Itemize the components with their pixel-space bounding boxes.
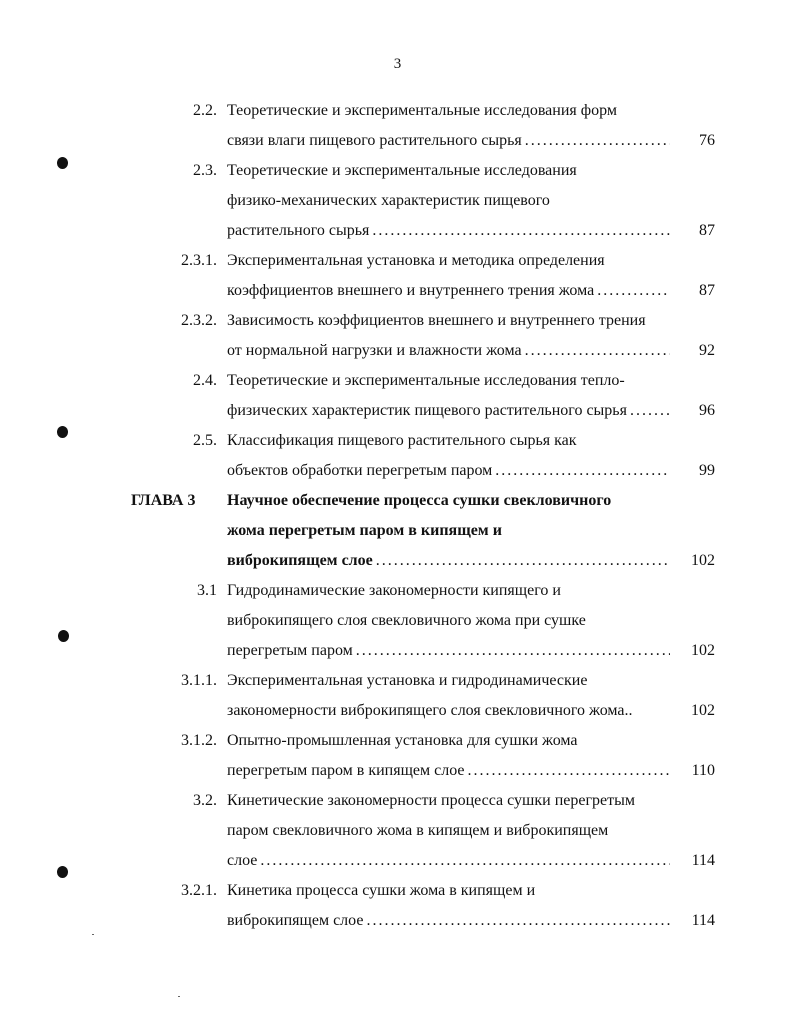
section-number: 2.2. <box>193 102 217 119</box>
binding-hole-mark <box>57 866 68 878</box>
toc-entry <box>0 96 795 156</box>
scan-speck <box>178 996 180 997</box>
leader-dots <box>373 552 670 569</box>
leader-dots <box>522 342 670 359</box>
page-ref: 76 <box>699 132 715 149</box>
page-ref: 87 <box>699 222 715 239</box>
section-title-line: физико-механических характеристик пищевого <box>227 192 550 209</box>
binding-hole-mark <box>57 426 68 438</box>
section-number: 2.4. <box>193 372 217 389</box>
section-title-line: виброкипящем слое <box>227 912 364 929</box>
page-ref: 87 <box>699 282 715 299</box>
section-title-line: Теоретические и экспериментальные исследования тепло- <box>227 372 625 389</box>
section-title-line: перегретым паром в кипящем слое <box>227 762 465 779</box>
section-title-line: Теоретические и экспериментальные исследования форм <box>227 102 618 119</box>
toc-entry <box>0 726 795 786</box>
section-number: 3.1.2. <box>181 732 217 749</box>
section-number: 3.1.1. <box>181 672 217 689</box>
page-ref: 114 <box>691 912 715 929</box>
section-title-line: коэффициентов внешнего и внутреннего трения жома <box>227 282 595 299</box>
section-title-line: Опытно-промышленная установка для сушки жома <box>227 732 578 749</box>
page-number: 3 <box>393 56 402 72</box>
leader-dots <box>465 762 670 779</box>
section-title-line: связи влаги пищевого растительного сырья <box>227 132 522 149</box>
toc-entry <box>0 876 795 936</box>
section-number: 2.3.2. <box>181 312 217 329</box>
chapter-label: ГЛАВА 3 <box>131 492 196 509</box>
section-title-line: от нормальной нагрузки и влажности жома <box>227 342 522 359</box>
section-number: 3.2.1. <box>181 882 217 899</box>
toc-entry <box>0 366 795 426</box>
leader-dots <box>257 852 670 869</box>
section-title-line: перегретым паром <box>227 642 353 659</box>
leader-dots <box>522 132 670 149</box>
leader-dots <box>353 642 670 659</box>
page-ref: 102 <box>691 642 715 659</box>
chapter-title-line: Научное обеспечение процесса сушки свекловичного <box>227 492 612 509</box>
chapter-title-line: виброкипящем слое <box>227 552 373 569</box>
section-title-line: Теоретические и экспериментальные исследования <box>227 162 577 179</box>
leader-dots <box>369 222 670 239</box>
page-ref: 114 <box>691 852 715 869</box>
binding-hole-mark <box>58 630 69 642</box>
section-title-line: виброкипящего слоя свекловичного жома при сушке <box>227 612 586 629</box>
chapter-title-line: жома перегретым паром в кипящем и <box>227 522 502 539</box>
toc-chapter <box>0 486 795 576</box>
section-title-line: растительного сырья <box>227 222 370 239</box>
section-number: 2.3.1. <box>181 252 217 269</box>
page-ref: 99 <box>699 462 715 479</box>
section-title-line: Классификация пищевого растительного сырья как <box>227 432 577 449</box>
page-ref: 92 <box>699 342 715 359</box>
toc-entry <box>0 306 795 366</box>
section-number: 3.2. <box>193 792 217 809</box>
section-title-line: Зависимость коэффициентов внешнего и внутреннего трения <box>227 312 646 329</box>
page-ref: 96 <box>699 402 715 419</box>
section-title-line: паром свекловичного жома в кипящем и виброкипящем <box>227 822 609 839</box>
toc-entry <box>0 246 795 306</box>
section-title-line: слое <box>227 852 258 869</box>
section-title-line: Экспериментальная установка и методика определения <box>227 252 605 269</box>
leader-dots <box>492 462 670 479</box>
toc-entry <box>0 576 795 666</box>
page-ref: 110 <box>691 762 715 779</box>
section-number: 3.1 <box>197 582 217 599</box>
section-title-line: объектов обработки перегретым паром <box>227 462 493 479</box>
table-of-contents <box>0 96 795 936</box>
toc-entry <box>0 786 795 876</box>
leader-dots <box>363 912 670 929</box>
leader-dots <box>594 282 670 299</box>
section-number: 2.5. <box>193 432 217 449</box>
page-ref: 102 <box>691 552 715 569</box>
page-ref: 102 <box>691 702 715 719</box>
scan-speck <box>92 934 94 935</box>
section-number: 2.3. <box>193 162 217 179</box>
section-title-line: Экспериментальная установка и гидродинамические <box>227 672 588 689</box>
leader-dots <box>627 402 670 419</box>
toc-entry <box>0 156 795 246</box>
section-title-line: физических характеристик пищевого растительного сырья <box>227 402 627 419</box>
section-title-line: закономерности виброкипящего слоя свекловичного жома.. <box>227 702 633 719</box>
section-title-line: Гидродинамические закономерности кипящего и <box>227 582 561 599</box>
section-title-line: Кинетические закономерности процесса сушки перегретым <box>227 792 635 809</box>
binding-hole-mark <box>57 157 68 169</box>
section-title-line: Кинетика процесса сушки жома в кипящем и <box>227 882 536 899</box>
toc-entry <box>0 666 795 726</box>
toc-entry <box>0 426 795 486</box>
